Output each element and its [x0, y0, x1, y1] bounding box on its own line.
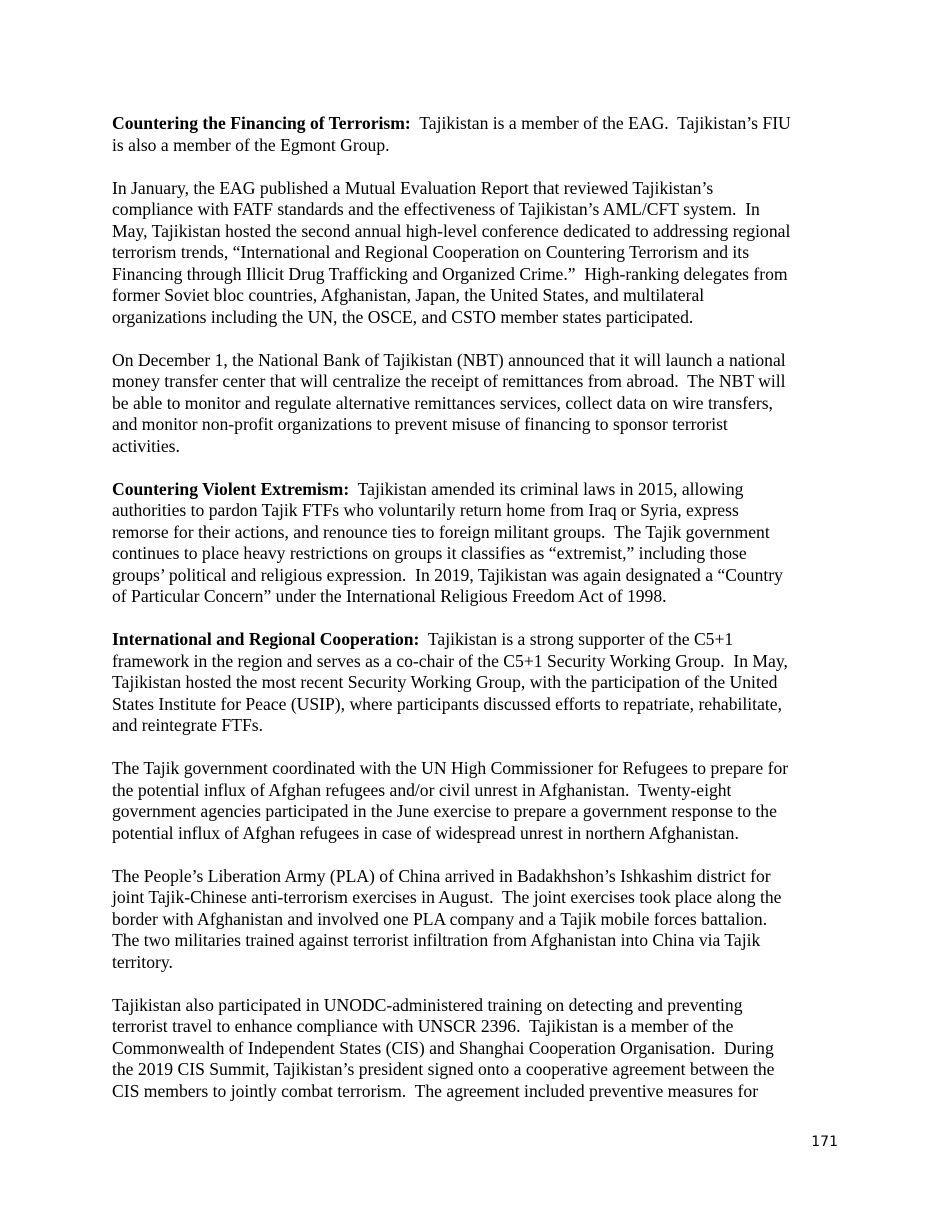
text-line: former Soviet bloc countries, Afghanistan, Japan, the United States, and multilateral [112, 285, 705, 305]
paragraph-unodc-training [112, 995, 844, 1103]
text-line: framework in the region and serves as a co-chair of the C5+1 Security Working Group. In May, [112, 650, 788, 671]
text-line [112, 629, 844, 651]
paragraph-unhcr-refugees [112, 758, 844, 844]
line-text: Tajikistan is a member of the EAG. Tajikistan’s FIU [410, 113, 791, 133]
text-line: States Institute for Peace (USIP), where participants discussed efforts to repatriate, rehabilitate, [112, 693, 782, 714]
text-line: The People’s Liberation Army (PLA) of China arrived in Badakhshon’s Ishkashim district for [112, 865, 771, 886]
text-line: terrorism trends, “International and Regional Cooperation on Countering Terrorism and its [112, 242, 750, 262]
line-text: Tajikistan is a strong supporter of the C5+1 [419, 629, 734, 649]
text-line [112, 113, 844, 135]
text-line: authorities to pardon Tajik FTFs who voluntarily return home from Iraq or Syria, express [112, 500, 739, 520]
text-line: border with Afghanistan and involved one PLA company and a Tajik mobile forces battalion. [112, 908, 768, 929]
line-text: Tajikistan amended its criminal laws in 2015, allowing [349, 478, 744, 499]
text-line: of Particular Concern” under the International Religious Freedom Act of 1998. [112, 586, 667, 606]
text-line: Tajikistan hosted the most recent Security Working Group, with the participation of the United [112, 672, 778, 692]
text-line: activities. [112, 435, 180, 456]
text-line: organizations including the UN, the OSCE, and CSTO member states participated. [112, 306, 694, 327]
text-line: Tajikistan also participated in UNODC-administered training on detecting and preventing [112, 994, 743, 1015]
text-line: government agencies participated in the June exercise to prepare a government response to the [112, 801, 777, 821]
text-line: groups’ political and religious expression. In 2019, Tajikistan was again designated a “Country [112, 564, 783, 585]
text-line: the 2019 CIS Summit, Tajikistan’s president signed onto a cooperative agreement between the [112, 1059, 775, 1079]
text-line: terrorist travel to enhance compliance with UNSCR 2396. Tajikistan is a member of the [112, 1016, 734, 1036]
paragraph-pla-exercises [112, 866, 844, 974]
section-heading: International and Regional Cooperation: [112, 629, 420, 649]
text-line: compliance with FATF standards and the effectiveness of Tajikistan’s AML/CFT system. In [112, 199, 760, 219]
paragraph-regional-cooperation [112, 629, 844, 737]
text-line [112, 479, 844, 501]
text-line: potential influx of Afghan refugees in case of widespread unrest in northern Afghanistan. [112, 822, 739, 843]
page-number: 171 [811, 1134, 838, 1150]
text-line: Commonwealth of Independent States (CIS) and Shanghai Cooperation Organisation. During [112, 1037, 774, 1058]
text-line: Financing through Illicit Drug Trafficking and Organized Crime.” High-ranking delegates from [112, 263, 788, 284]
text-line: The Tajik government coordinated with the UN High Commissioner for Refugees to prepare for [112, 758, 789, 778]
paragraph-nbt-transfer-center [112, 350, 844, 458]
text-line: The two militaries trained against terrorist infiltration from Afghanistan into China via Tajik [112, 930, 761, 950]
text-line: money transfer center that will centralize the receipt of remittances from abroad. The NBT will [112, 371, 786, 391]
text-line: and monitor non-profit organizations to prevent misuse of financing to sponsor terrorist [112, 414, 728, 434]
text-line: territory. [112, 951, 173, 972]
text-line: remorse for their actions, and renounce ties to foreign militant groups. The Tajik government [112, 521, 770, 542]
paragraph-eag-report [112, 178, 844, 329]
section-heading: Countering the Financing of Terrorism: [112, 113, 411, 133]
text-line: CIS members to jointly combat terrorism. The agreement included preventive measures for [112, 1080, 759, 1101]
text-line: and reintegrate FTFs. [112, 715, 263, 735]
text-line: continues to place heavy restrictions on groups it classifies as “extremist,” including those [112, 543, 747, 563]
text-line: is also a member of the Egmont Group. [112, 134, 390, 155]
document-body [112, 113, 844, 1124]
text-line: be able to monitor and regulate alternative remittances services, collect data on wire transfers, [112, 392, 773, 413]
paragraph-violent-extremism [112, 479, 844, 608]
text-line: May, Tajikistan hosted the second annual high-level conference dedicated to addressing regional [112, 220, 791, 241]
text-line: In January, the EAG published a Mutual Evaluation Report that reviewed Tajikistan’s [112, 177, 714, 198]
text-line: the potential influx of Afghan refugees and/or civil unrest in Afghanistan. Twenty-eight [112, 779, 732, 800]
text-line: On December 1, the National Bank of Tajikistan (NBT) announced that it will launch a national [112, 349, 786, 370]
section-heading: Countering Violent Extremism: [112, 478, 350, 499]
text-line: joint Tajik-Chinese anti-terrorism exercises in August. The joint exercises took place along the [112, 887, 782, 907]
paragraph-financing-terrorism [112, 113, 844, 156]
